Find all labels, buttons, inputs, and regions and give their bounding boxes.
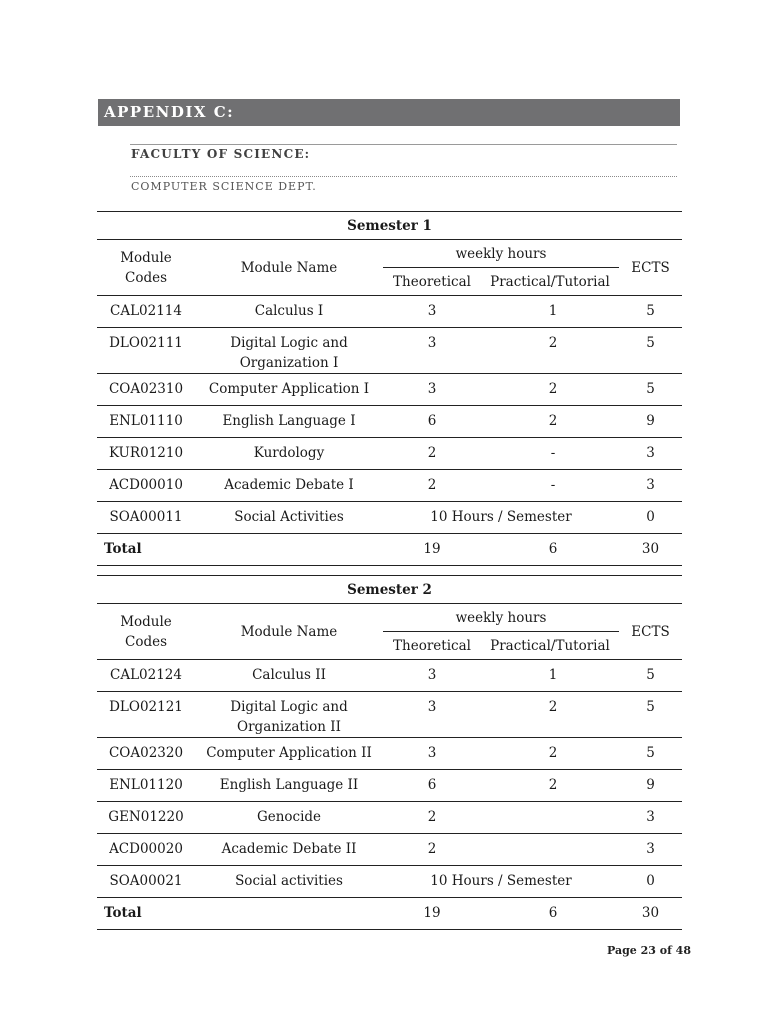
total-practical: 6 (481, 898, 619, 930)
module-name: Social Activities (195, 502, 383, 534)
module-name: Genocide (195, 802, 383, 834)
module-name: Computer Application I (195, 374, 383, 406)
table-row (97, 770, 682, 802)
practical-hours: 2 (481, 406, 619, 438)
header-theoretical: Theoretical (383, 268, 481, 296)
practical-hours (481, 802, 619, 834)
module-code: KUR01210 (97, 438, 195, 470)
practical-hours: 1 (481, 660, 619, 692)
module-name: Digital Logic and Organization II (195, 692, 383, 738)
total-label: Total (97, 534, 383, 566)
practical-hours: - (481, 438, 619, 470)
module-name: Social activities (195, 866, 383, 898)
module-name: Kurdology (195, 438, 383, 470)
table-row (97, 738, 682, 770)
table-row (97, 660, 682, 692)
theoretical-hours: 2 (383, 834, 481, 866)
module-code: SOA00011 (97, 502, 195, 534)
table-row (97, 692, 682, 738)
module-name: Academic Debate I (195, 470, 383, 502)
module-name: Calculus I (195, 296, 383, 328)
module-code: ACD00010 (97, 470, 195, 502)
header-weekly-hours: weekly hours (383, 604, 619, 632)
practical-hours: 2 (481, 328, 619, 374)
ects-value: 3 (619, 438, 682, 470)
ects-value: 9 (619, 770, 682, 802)
department-divider (130, 176, 677, 177)
module-name: Academic Debate II (195, 834, 383, 866)
semester-1-table (97, 211, 682, 566)
header-module-codes: Module Codes (97, 240, 195, 296)
theoretical-hours: 6 (383, 406, 481, 438)
header-module-name: Module Name (195, 604, 383, 660)
module-code: ENL01110 (97, 406, 195, 438)
table-row (97, 296, 682, 328)
header-practical: Practical/Tutorial (481, 268, 619, 296)
ects-value: 5 (619, 738, 682, 770)
semester-1-title: Semester 1 (97, 212, 682, 240)
ects-value: 5 (619, 328, 682, 374)
theoretical-hours: 3 (383, 660, 481, 692)
page-number: Page 23 of 48 (607, 944, 691, 957)
header-theoretical: Theoretical (383, 632, 481, 660)
module-name: Computer Application II (195, 738, 383, 770)
ects-value: 5 (619, 374, 682, 406)
module-name: English Language I (195, 406, 383, 438)
total-theory: 19 (383, 898, 481, 930)
module-code: ACD00020 (97, 834, 195, 866)
practical-hours: - (481, 470, 619, 502)
semester-1-total-row (97, 534, 682, 566)
weekly-hours-note: 10 Hours / Semester (383, 502, 619, 534)
semester-2-title: Semester 2 (97, 576, 682, 604)
total-ects: 30 (619, 898, 682, 930)
ects-value: 0 (619, 502, 682, 534)
practical-hours (481, 834, 619, 866)
header-module-name: Module Name (195, 240, 383, 296)
table-row (97, 328, 682, 374)
module-code: CAL02114 (97, 296, 195, 328)
theoretical-hours: 2 (383, 438, 481, 470)
semester-2-rows (97, 660, 682, 898)
faculty-divider (130, 144, 677, 145)
module-code: CAL02124 (97, 660, 195, 692)
theoretical-hours: 3 (383, 738, 481, 770)
total-practical: 6 (481, 534, 619, 566)
header-ects: ECTS (619, 604, 682, 660)
ects-value: 0 (619, 866, 682, 898)
theoretical-hours: 6 (383, 770, 481, 802)
faculty-heading: FACULTY OF SCIENCE: (131, 147, 311, 161)
module-name: Digital Logic and Organization I (195, 328, 383, 374)
table-row (97, 406, 682, 438)
table-row (97, 866, 682, 898)
table-row (97, 834, 682, 866)
practical-hours: 2 (481, 374, 619, 406)
ects-value: 9 (619, 406, 682, 438)
theoretical-hours: 3 (383, 328, 481, 374)
header-ects: ECTS (619, 240, 682, 296)
semester-2-table (97, 575, 682, 930)
header-weekly-hours: weekly hours (383, 240, 619, 268)
ects-value: 5 (619, 660, 682, 692)
practical-hours: 2 (481, 692, 619, 738)
table-row (97, 374, 682, 406)
practical-hours: 1 (481, 296, 619, 328)
header-module-codes: Module Codes (97, 604, 195, 660)
table-row (97, 470, 682, 502)
ects-value: 3 (619, 470, 682, 502)
semester-2-total-row (97, 898, 682, 930)
theoretical-hours: 3 (383, 296, 481, 328)
module-code: DLO02111 (97, 328, 195, 374)
theoretical-hours: 3 (383, 692, 481, 738)
ects-value: 3 (619, 834, 682, 866)
module-code: GEN01220 (97, 802, 195, 834)
table-row (97, 502, 682, 534)
practical-hours: 2 (481, 738, 619, 770)
theoretical-hours: 2 (383, 470, 481, 502)
semester-1-rows (97, 296, 682, 534)
practical-hours: 2 (481, 770, 619, 802)
module-code: ENL01120 (97, 770, 195, 802)
module-code: DLO02121 (97, 692, 195, 738)
ects-value: 5 (619, 296, 682, 328)
module-code: COA02310 (97, 374, 195, 406)
appendix-heading: APPENDIX C: (98, 99, 680, 126)
department-heading: COMPUTER SCIENCE DEPT. (131, 180, 317, 193)
header-practical: Practical/Tutorial (481, 632, 619, 660)
table-row (97, 802, 682, 834)
weekly-hours-note: 10 Hours / Semester (383, 866, 619, 898)
total-theory: 19 (383, 534, 481, 566)
ects-value: 3 (619, 802, 682, 834)
theoretical-hours: 3 (383, 374, 481, 406)
total-ects: 30 (619, 534, 682, 566)
module-name: English Language II (195, 770, 383, 802)
module-name: Calculus II (195, 660, 383, 692)
table-row (97, 438, 682, 470)
total-label: Total (97, 898, 383, 930)
ects-value: 5 (619, 692, 682, 738)
module-code: COA02320 (97, 738, 195, 770)
theoretical-hours: 2 (383, 802, 481, 834)
module-code: SOA00021 (97, 866, 195, 898)
